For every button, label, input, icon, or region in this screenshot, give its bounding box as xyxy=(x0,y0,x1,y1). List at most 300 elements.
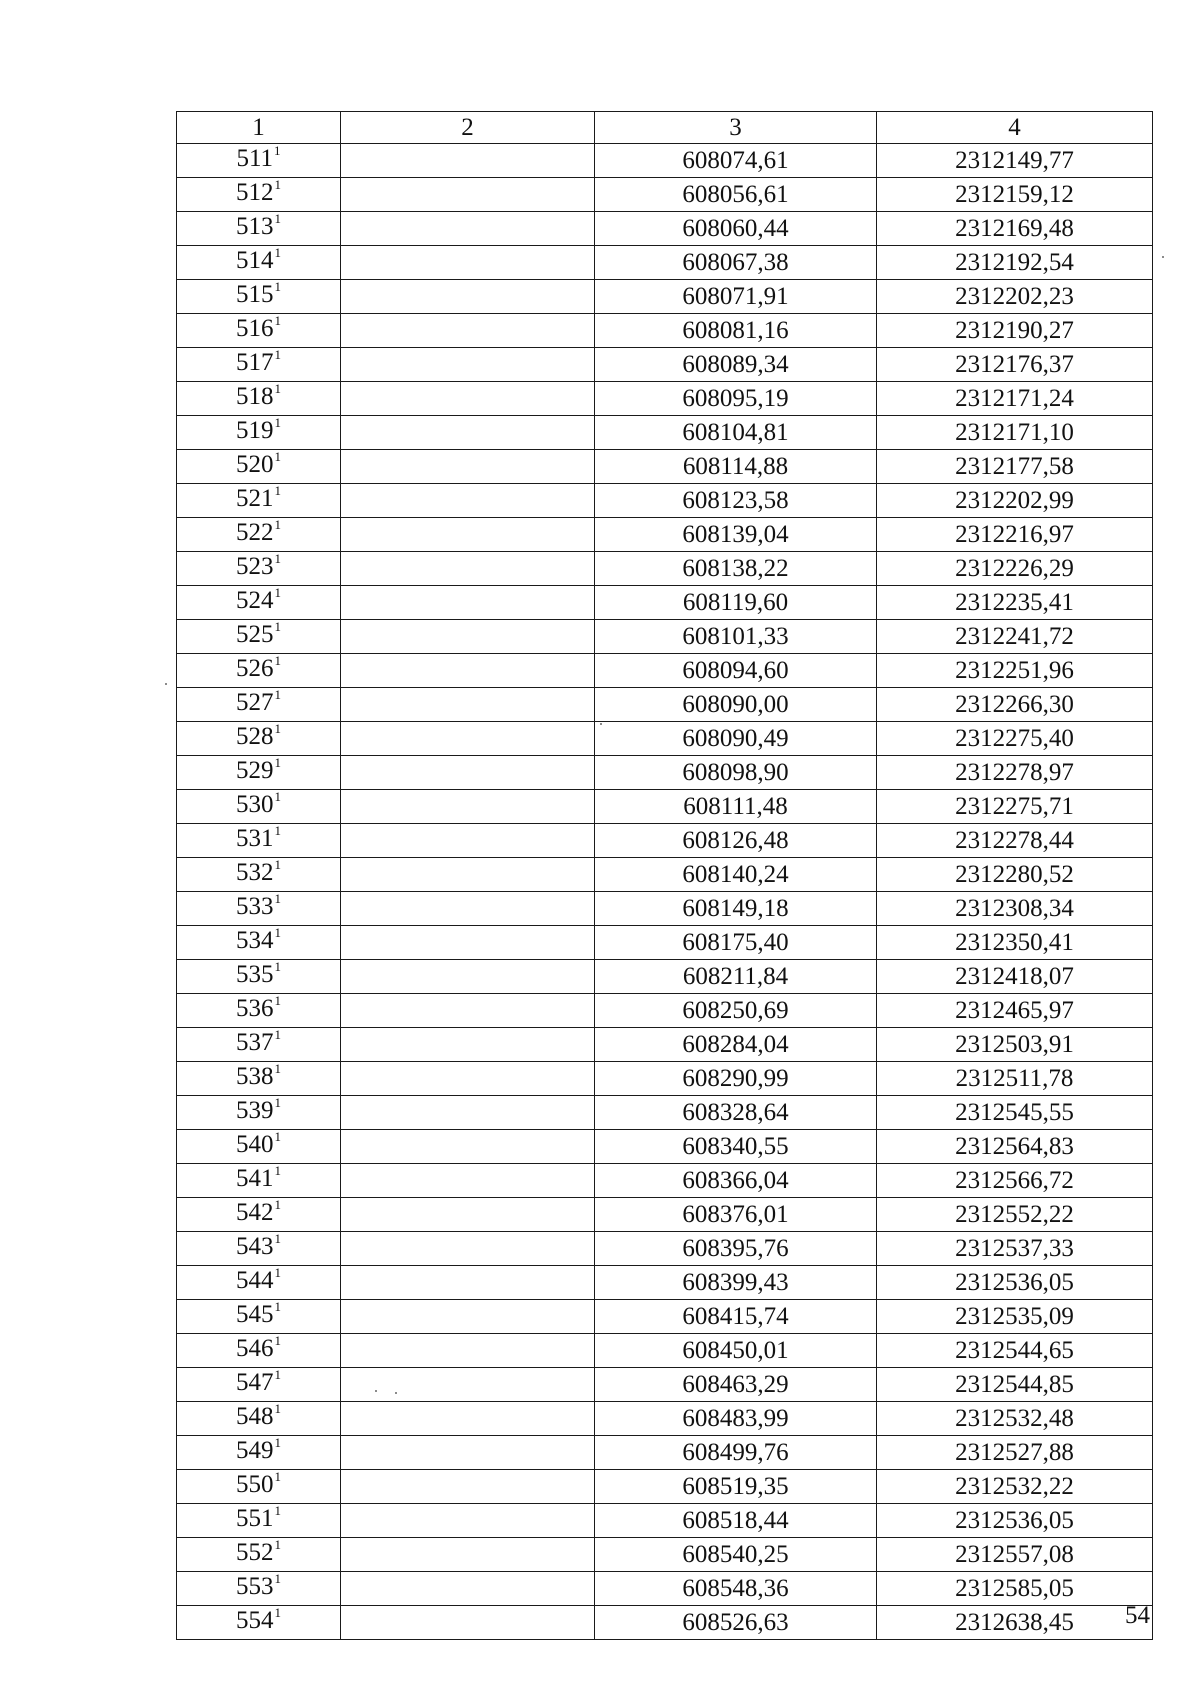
empty-cell xyxy=(341,280,595,314)
y-coordinate-cell: 2312171,24 xyxy=(877,382,1153,416)
point-number-superscript: 1 xyxy=(274,483,281,498)
y-coordinate-cell: 2312171,10 xyxy=(877,416,1153,450)
point-number-cell xyxy=(177,1028,341,1062)
y-coordinate-cell: 2312241,72 xyxy=(877,620,1153,654)
point-number-superscript: 1 xyxy=(274,823,281,838)
x-coordinate-cell: 608071,91 xyxy=(595,280,877,314)
x-coordinate-cell: 608140,24 xyxy=(595,858,877,892)
x-coordinate-cell: 608056,61 xyxy=(595,178,877,212)
point-number: 516 xyxy=(236,315,274,342)
empty-cell xyxy=(341,1606,595,1640)
empty-cell xyxy=(341,620,595,654)
point-number: 526 xyxy=(236,655,274,682)
point-number-cell xyxy=(177,1130,341,1164)
point-number-superscript: 1 xyxy=(274,1401,281,1416)
x-coordinate-cell: 608139,04 xyxy=(595,518,877,552)
x-coordinate-cell: 608340,55 xyxy=(595,1130,877,1164)
y-coordinate-cell: 2312532,22 xyxy=(877,1470,1153,1504)
x-coordinate-cell: 608090,49 xyxy=(595,722,877,756)
x-coordinate-cell: 608090,00 xyxy=(595,688,877,722)
table-row xyxy=(177,484,1153,518)
point-number: 520 xyxy=(236,451,274,478)
empty-cell xyxy=(341,314,595,348)
point-number: 547 xyxy=(236,1369,274,1396)
x-coordinate-cell: 608518,44 xyxy=(595,1504,877,1538)
table-row xyxy=(177,858,1153,892)
x-coordinate-cell: 608250,69 xyxy=(595,994,877,1028)
point-number: 540 xyxy=(236,1131,274,1158)
y-coordinate-cell: 2312251,96 xyxy=(877,654,1153,688)
y-coordinate-cell: 2312638,45 xyxy=(877,1606,1153,1640)
point-number-superscript: 1 xyxy=(274,1333,281,1348)
empty-cell xyxy=(341,790,595,824)
point-number-cell xyxy=(177,416,341,450)
table-row xyxy=(177,280,1153,314)
table-row xyxy=(177,518,1153,552)
table-row xyxy=(177,144,1153,178)
empty-cell xyxy=(341,1436,595,1470)
empty-cell xyxy=(341,824,595,858)
point-number-cell xyxy=(177,586,341,620)
point-number-cell xyxy=(177,1300,341,1334)
point-number: 553 xyxy=(236,1573,274,1600)
empty-cell xyxy=(341,1470,595,1504)
x-coordinate-cell: 608123,58 xyxy=(595,484,877,518)
empty-cell xyxy=(341,892,595,926)
header-cell-2: 2 xyxy=(341,112,595,144)
y-coordinate-cell: 2312557,08 xyxy=(877,1538,1153,1572)
table-row xyxy=(177,382,1153,416)
point-number-cell xyxy=(177,1062,341,1096)
point-number-superscript: 1 xyxy=(274,1605,281,1620)
point-number: 552 xyxy=(236,1539,274,1566)
x-coordinate-cell: 608526,63 xyxy=(595,1606,877,1640)
point-number-cell xyxy=(177,1436,341,1470)
point-number-cell xyxy=(177,280,341,314)
header-cell-1: 1 xyxy=(177,112,341,144)
x-coordinate-cell: 608483,99 xyxy=(595,1402,877,1436)
point-number: 550 xyxy=(236,1471,274,1498)
table-row xyxy=(177,1402,1153,1436)
point-number: 517 xyxy=(236,349,274,376)
point-number-superscript: 1 xyxy=(274,313,281,328)
table-row xyxy=(177,1096,1153,1130)
table-row xyxy=(177,1470,1153,1504)
y-coordinate-cell: 2312226,29 xyxy=(877,552,1153,586)
point-number: 512 xyxy=(236,179,274,206)
point-number-superscript: 1 xyxy=(274,959,281,974)
y-coordinate-cell: 2312169,48 xyxy=(877,212,1153,246)
empty-cell xyxy=(341,1130,595,1164)
point-number: 525 xyxy=(236,621,274,648)
point-number-superscript: 1 xyxy=(274,925,281,940)
point-number-superscript: 1 xyxy=(274,1435,281,1450)
point-number-superscript: 1 xyxy=(274,687,281,702)
y-coordinate-cell: 2312536,05 xyxy=(877,1504,1153,1538)
point-number-cell xyxy=(177,790,341,824)
point-number-superscript: 1 xyxy=(274,993,281,1008)
point-number: 539 xyxy=(236,1097,274,1124)
point-number-superscript: 1 xyxy=(274,1265,281,1280)
point-number-cell xyxy=(177,756,341,790)
y-coordinate-cell: 2312202,99 xyxy=(877,484,1153,518)
point-number-superscript: 1 xyxy=(274,1503,281,1518)
y-coordinate-cell: 2312564,83 xyxy=(877,1130,1153,1164)
y-coordinate-cell: 2312537,33 xyxy=(877,1232,1153,1266)
point-number-superscript: 1 xyxy=(274,279,281,294)
point-number-superscript: 1 xyxy=(274,789,281,804)
y-coordinate-cell: 2312535,09 xyxy=(877,1300,1153,1334)
header-cell-4: 4 xyxy=(877,112,1153,144)
point-number-superscript: 1 xyxy=(274,517,281,532)
table-row xyxy=(177,926,1153,960)
point-number-superscript: 1 xyxy=(274,551,281,566)
table-row xyxy=(177,688,1153,722)
table-row xyxy=(177,960,1153,994)
point-number-superscript: 1 xyxy=(274,721,281,736)
point-number-cell xyxy=(177,552,341,586)
point-number-superscript: 1 xyxy=(274,1571,281,1586)
point-number-superscript: 1 xyxy=(274,245,281,260)
table-row xyxy=(177,246,1153,280)
table-header-row xyxy=(177,112,1153,144)
point-number-cell xyxy=(177,518,341,552)
point-number: 523 xyxy=(236,553,274,580)
x-coordinate-cell: 608138,22 xyxy=(595,552,877,586)
x-coordinate-cell: 608519,35 xyxy=(595,1470,877,1504)
point-number-cell xyxy=(177,654,341,688)
x-coordinate-cell: 608395,76 xyxy=(595,1232,877,1266)
point-number-cell xyxy=(177,1606,341,1640)
x-coordinate-cell: 608074,61 xyxy=(595,144,877,178)
y-coordinate-cell: 2312544,85 xyxy=(877,1368,1153,1402)
empty-cell xyxy=(341,1096,595,1130)
point-number: 511 xyxy=(236,145,274,172)
point-number-cell xyxy=(177,1504,341,1538)
y-coordinate-cell: 2312544,65 xyxy=(877,1334,1153,1368)
point-number-cell xyxy=(177,1334,341,1368)
point-number-superscript: 1 xyxy=(274,1061,281,1076)
point-number-superscript: 1 xyxy=(274,177,281,192)
y-coordinate-cell: 2312566,72 xyxy=(877,1164,1153,1198)
point-number-cell xyxy=(177,246,341,280)
point-number-superscript: 1 xyxy=(274,381,281,396)
table-row xyxy=(177,314,1153,348)
page-number: 54 xyxy=(1125,1602,1150,1629)
table-row xyxy=(177,994,1153,1028)
empty-cell xyxy=(341,688,595,722)
point-number-cell xyxy=(177,348,341,382)
x-coordinate-cell: 608463,29 xyxy=(595,1368,877,1402)
empty-cell xyxy=(341,246,595,280)
table-row xyxy=(177,1062,1153,1096)
point-number-superscript: 1 xyxy=(274,143,281,158)
y-coordinate-cell: 2312280,52 xyxy=(877,858,1153,892)
table-row xyxy=(177,790,1153,824)
y-coordinate-cell: 2312176,37 xyxy=(877,348,1153,382)
y-coordinate-cell: 2312465,97 xyxy=(877,994,1153,1028)
point-number: 524 xyxy=(236,587,274,614)
empty-cell xyxy=(341,348,595,382)
table-body xyxy=(177,112,1153,1640)
x-coordinate-cell: 608415,74 xyxy=(595,1300,877,1334)
empty-cell xyxy=(341,722,595,756)
point-number: 515 xyxy=(236,281,274,308)
x-coordinate-cell: 608114,88 xyxy=(595,450,877,484)
point-number: 533 xyxy=(236,893,274,920)
x-coordinate-cell: 608499,76 xyxy=(595,1436,877,1470)
y-coordinate-cell: 2312190,27 xyxy=(877,314,1153,348)
empty-cell xyxy=(341,450,595,484)
point-number: 528 xyxy=(236,723,274,750)
scan-speck xyxy=(1162,256,1164,258)
y-coordinate-cell: 2312266,30 xyxy=(877,688,1153,722)
x-coordinate-cell: 608119,60 xyxy=(595,586,877,620)
point-number-superscript: 1 xyxy=(274,211,281,226)
table-row xyxy=(177,1266,1153,1300)
x-coordinate-cell: 608399,43 xyxy=(595,1266,877,1300)
scan-speck xyxy=(600,723,602,725)
point-number-cell xyxy=(177,994,341,1028)
y-coordinate-cell: 2312418,07 xyxy=(877,960,1153,994)
point-number-superscript: 1 xyxy=(274,347,281,362)
table-row xyxy=(177,1164,1153,1198)
table-row xyxy=(177,586,1153,620)
x-coordinate-cell: 608126,48 xyxy=(595,824,877,858)
x-coordinate-cell: 608104,81 xyxy=(595,416,877,450)
x-coordinate-cell: 608149,18 xyxy=(595,892,877,926)
point-number-cell xyxy=(177,1266,341,1300)
point-number-cell xyxy=(177,824,341,858)
point-number-superscript: 1 xyxy=(274,1197,281,1212)
point-number-superscript: 1 xyxy=(274,415,281,430)
point-number-cell xyxy=(177,212,341,246)
point-number: 519 xyxy=(236,417,274,444)
point-number-cell xyxy=(177,1402,341,1436)
table-row xyxy=(177,1300,1153,1334)
point-number: 554 xyxy=(236,1607,274,1634)
point-number: 536 xyxy=(236,995,274,1022)
point-number-cell xyxy=(177,1368,341,1402)
point-number: 513 xyxy=(236,213,274,240)
point-number-cell xyxy=(177,1164,341,1198)
point-number: 531 xyxy=(236,825,274,852)
empty-cell xyxy=(341,1164,595,1198)
y-coordinate-cell: 2312202,23 xyxy=(877,280,1153,314)
point-number-cell xyxy=(177,722,341,756)
x-coordinate-cell: 608328,64 xyxy=(595,1096,877,1130)
point-number-superscript: 1 xyxy=(274,1537,281,1552)
point-number-cell xyxy=(177,960,341,994)
point-number-superscript: 1 xyxy=(274,585,281,600)
empty-cell xyxy=(341,144,595,178)
empty-cell xyxy=(341,484,595,518)
table-row xyxy=(177,1368,1153,1402)
table-row xyxy=(177,416,1153,450)
y-coordinate-cell: 2312503,91 xyxy=(877,1028,1153,1062)
point-number-superscript: 1 xyxy=(274,1367,281,1382)
point-number-cell xyxy=(177,1538,341,1572)
point-number: 541 xyxy=(236,1165,274,1192)
point-number-superscript: 1 xyxy=(274,1163,281,1178)
empty-cell xyxy=(341,416,595,450)
table-row xyxy=(177,212,1153,246)
coordinates-table xyxy=(176,111,1153,1640)
table-row xyxy=(177,1504,1153,1538)
x-coordinate-cell: 608290,99 xyxy=(595,1062,877,1096)
x-coordinate-cell: 608366,04 xyxy=(595,1164,877,1198)
empty-cell xyxy=(341,178,595,212)
table-row xyxy=(177,654,1153,688)
table-row xyxy=(177,1538,1153,1572)
y-coordinate-cell: 2312585,05 xyxy=(877,1572,1153,1606)
point-number: 529 xyxy=(236,757,274,784)
empty-cell xyxy=(341,960,595,994)
point-number-cell xyxy=(177,1096,341,1130)
y-coordinate-cell: 2312545,55 xyxy=(877,1096,1153,1130)
point-number-cell xyxy=(177,688,341,722)
empty-cell xyxy=(341,1334,595,1368)
point-number: 535 xyxy=(236,961,274,988)
empty-cell xyxy=(341,926,595,960)
point-number-superscript: 1 xyxy=(274,449,281,464)
point-number-superscript: 1 xyxy=(274,1299,281,1314)
empty-cell xyxy=(341,654,595,688)
empty-cell xyxy=(341,1572,595,1606)
y-coordinate-cell: 2312149,77 xyxy=(877,144,1153,178)
x-coordinate-cell: 608067,38 xyxy=(595,246,877,280)
empty-cell xyxy=(341,1504,595,1538)
point-number-superscript: 1 xyxy=(274,1231,281,1246)
point-number-cell xyxy=(177,858,341,892)
table-row xyxy=(177,1028,1153,1062)
y-coordinate-cell: 2312350,41 xyxy=(877,926,1153,960)
point-number: 537 xyxy=(236,1029,274,1056)
x-coordinate-cell: 608098,90 xyxy=(595,756,877,790)
point-number-cell xyxy=(177,1470,341,1504)
empty-cell xyxy=(341,586,595,620)
empty-cell xyxy=(341,1062,595,1096)
x-coordinate-cell: 608450,01 xyxy=(595,1334,877,1368)
point-number-cell xyxy=(177,382,341,416)
point-number: 514 xyxy=(236,247,274,274)
table-row xyxy=(177,722,1153,756)
point-number: 548 xyxy=(236,1403,274,1430)
empty-cell xyxy=(341,1368,595,1402)
table-row xyxy=(177,892,1153,926)
x-coordinate-cell: 608376,01 xyxy=(595,1198,877,1232)
table-row xyxy=(177,1334,1153,1368)
point-number-superscript: 1 xyxy=(274,857,281,872)
y-coordinate-cell: 2312192,54 xyxy=(877,246,1153,280)
empty-cell xyxy=(341,212,595,246)
table-row xyxy=(177,1436,1153,1470)
y-coordinate-cell: 2312527,88 xyxy=(877,1436,1153,1470)
table-row xyxy=(177,620,1153,654)
y-coordinate-cell: 2312536,05 xyxy=(877,1266,1153,1300)
table-row xyxy=(177,1130,1153,1164)
point-number-superscript: 1 xyxy=(274,1129,281,1144)
point-number: 545 xyxy=(236,1301,274,1328)
table-row xyxy=(177,756,1153,790)
point-number-superscript: 1 xyxy=(274,755,281,770)
y-coordinate-cell: 2312159,12 xyxy=(877,178,1153,212)
point-number: 522 xyxy=(236,519,274,546)
point-number: 534 xyxy=(236,927,274,954)
y-coordinate-cell: 2312275,40 xyxy=(877,722,1153,756)
empty-cell xyxy=(341,382,595,416)
x-coordinate-cell: 608211,84 xyxy=(595,960,877,994)
table-row xyxy=(177,1606,1153,1640)
empty-cell xyxy=(341,1198,595,1232)
point-number: 538 xyxy=(236,1063,274,1090)
point-number: 518 xyxy=(236,383,274,410)
scan-speck xyxy=(375,1390,377,1392)
point-number: 549 xyxy=(236,1437,274,1464)
empty-cell xyxy=(341,756,595,790)
point-number-cell xyxy=(177,1572,341,1606)
empty-cell xyxy=(341,1232,595,1266)
y-coordinate-cell: 2312552,22 xyxy=(877,1198,1153,1232)
table-row xyxy=(177,178,1153,212)
x-coordinate-cell: 608089,34 xyxy=(595,348,877,382)
table-row xyxy=(177,824,1153,858)
empty-cell xyxy=(341,1402,595,1436)
y-coordinate-cell: 2312278,44 xyxy=(877,824,1153,858)
table-row xyxy=(177,348,1153,382)
point-number: 544 xyxy=(236,1267,274,1294)
empty-cell xyxy=(341,1300,595,1334)
x-coordinate-cell: 608095,19 xyxy=(595,382,877,416)
table-row xyxy=(177,1232,1153,1266)
point-number-superscript: 1 xyxy=(274,1095,281,1110)
point-number-superscript: 1 xyxy=(274,1469,281,1484)
x-coordinate-cell: 608101,33 xyxy=(595,620,877,654)
point-number: 546 xyxy=(236,1335,274,1362)
scan-speck xyxy=(165,683,167,685)
point-number: 530 xyxy=(236,791,274,818)
table-row xyxy=(177,552,1153,586)
empty-cell xyxy=(341,518,595,552)
point-number-cell xyxy=(177,1232,341,1266)
x-coordinate-cell: 608284,04 xyxy=(595,1028,877,1062)
point-number-cell xyxy=(177,892,341,926)
point-number-superscript: 1 xyxy=(274,653,281,668)
point-number: 542 xyxy=(236,1199,274,1226)
point-number: 532 xyxy=(236,859,274,886)
point-number-cell xyxy=(177,1198,341,1232)
y-coordinate-cell: 2312235,41 xyxy=(877,586,1153,620)
x-coordinate-cell: 608081,16 xyxy=(595,314,877,348)
empty-cell xyxy=(341,1028,595,1062)
table-row xyxy=(177,450,1153,484)
point-number-cell xyxy=(177,484,341,518)
point-number: 551 xyxy=(236,1505,274,1532)
point-number-cell xyxy=(177,144,341,178)
table-row xyxy=(177,1198,1153,1232)
x-coordinate-cell: 608540,25 xyxy=(595,1538,877,1572)
empty-cell xyxy=(341,1266,595,1300)
x-coordinate-cell: 608060,44 xyxy=(595,212,877,246)
point-number: 543 xyxy=(236,1233,274,1260)
point-number-superscript: 1 xyxy=(274,619,281,634)
header-cell-3: 3 xyxy=(595,112,877,144)
y-coordinate-cell: 2312177,58 xyxy=(877,450,1153,484)
point-number: 527 xyxy=(236,689,274,716)
x-coordinate-cell: 608548,36 xyxy=(595,1572,877,1606)
x-coordinate-cell: 608175,40 xyxy=(595,926,877,960)
point-number-cell xyxy=(177,178,341,212)
